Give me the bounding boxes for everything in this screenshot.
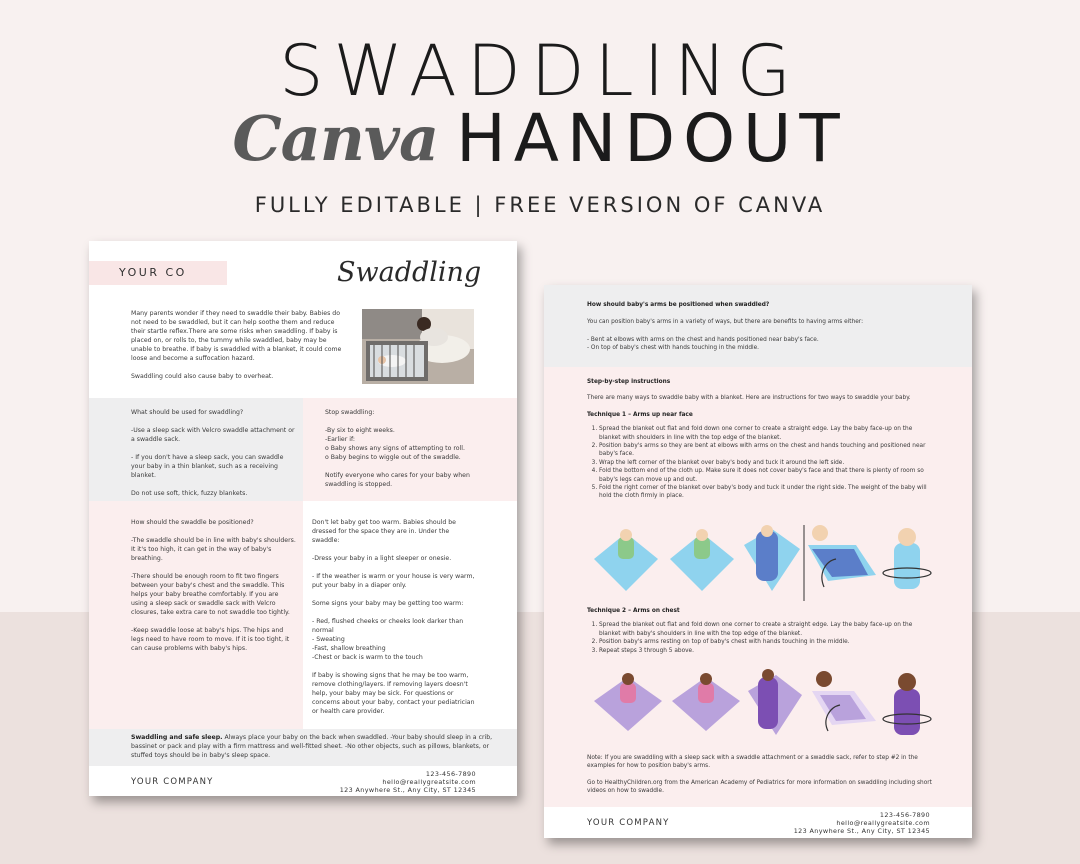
canva-logo-word: Canva	[232, 102, 439, 175]
warm-p3: - If the weather is warm or your house is very warm, put your baby in a diaper only.	[312, 573, 475, 589]
technique-1-step: 2. Position baby's arms so they are bent at elbows with arms on the chest and hands touching and positioned near baby's face.	[599, 442, 927, 459]
footer-company: YOUR COMPANY	[131, 777, 214, 787]
warm-p5: If baby is showing signs that he may be too warm, remove clothing/layers. If removing layers doesn't help, your baby may be sick. For questions or concerns about your baby, contact your pediatrician or health care provider.	[312, 672, 475, 715]
intro-paragraph-2: Swaddling could also cause baby to overheat.	[131, 373, 274, 380]
stop-line-4: o Baby begins to wiggle out of the swaddle.	[325, 454, 461, 461]
hero-title: SWADDLING	[279, 30, 801, 112]
stop-line-3: o Baby shows any signs of attempting to roll.	[325, 445, 465, 452]
swaddle-step-3-icon	[744, 525, 804, 601]
technique-2-illustrations	[592, 669, 934, 747]
technique-1-heading: Technique 1 – Arms up near face	[587, 411, 693, 418]
handout-page-2	[544, 285, 972, 838]
swaddle-t2-step-4-icon	[812, 671, 876, 731]
steps-heading: Step-by-step instructions	[587, 379, 671, 385]
what-used-column	[131, 408, 296, 498]
what-used-p1: -Use a sleep sack with Velcro swaddle attachment or a swaddle sack.	[131, 427, 295, 443]
footer-email: hello@reallygreatsite.com	[382, 778, 476, 786]
hero-subtitle: FULLY EDITABLE | FREE VERSION OF CANVA	[254, 193, 826, 217]
warm-p1: Don't let baby get too warm. Babies should be dressed for the space they are in. Under the swaddle:	[312, 519, 456, 544]
brand-label: YOUR CO	[119, 266, 187, 279]
what-used-p3: Do not use soft, thick, fuzzy blankets.	[131, 490, 248, 497]
footer-contact	[340, 770, 476, 794]
baby-photo	[362, 309, 474, 384]
technique-1-step: 5. Fold the right corner of the blanket over baby's body and tuck it under the right side. The weight of the baby will hold the cloth firmly in place.	[599, 484, 927, 501]
swaddle-t2-step-5-icon	[883, 673, 931, 735]
technique-2-section	[587, 607, 927, 655]
footer-email: hello@reallygreatsite.com	[836, 819, 930, 827]
warm-p4: Some signs your baby may be getting too warm:	[312, 600, 464, 607]
notes-section	[587, 754, 937, 796]
technique-1-step: 4. Fold the bottom end of the cloth up. Make sure it does not cover baby's face and that there is plenty of room so baby's legs can move up and out.	[599, 467, 927, 484]
arms-heading: How should baby's arms be positioned when swaddled?	[587, 302, 770, 308]
technique-2-step: 3. Repeat steps 3 through 5 above.	[599, 647, 927, 655]
intro-text	[131, 309, 346, 381]
safe-sleep-heading: Swaddling and safe sleep.	[131, 734, 223, 741]
steps-section	[587, 378, 927, 501]
arms-list-2: - On top of baby's chest with hands touching in the middle.	[587, 345, 760, 352]
footer-phone: 123-456-7890	[879, 811, 930, 819]
technique-2-step: 2. Position baby's arms resting on top of baby's chest with hands touching in the middle.	[599, 638, 927, 646]
technique-1-step: 3. Wrap the left corner of the blanket over baby's body and tuck it around the left side.	[599, 459, 927, 467]
technique-1-steps	[587, 425, 927, 501]
goto-text: Go to HealthyChildren.org from the American Academy of Pediatrics for more information on swaddling including short videos on how to swaddle.	[587, 779, 932, 795]
positioned-p3: -Keep swaddle loose at baby's hips. The hips and legs need to have room to move. If it is too tight, it can cause problems with baby's hips.	[131, 627, 290, 652]
footer-address: 123 Anywhere St., Any City, ST 12345	[793, 827, 930, 835]
technique-2-step: 1. Spread the blanket out flat and fold down one corner to create a straight edge. Lay the baby face-up on the blanket with baby's shoulders in line with the top edge of the blanket.	[599, 621, 927, 638]
intro-paragraph: Many parents wonder if they need to swaddle their baby. Babies do not need to be swaddled, but it can help soothe them and reduce their startle reflex.There are some risks when swaddling. If baby is placed on, or rolls to, the tummy while swaddled, baby may be unable to breathe. If baby is swaddled with a blanket, it could come loose and become a suffocation hazard.	[131, 310, 342, 362]
swaddle-step-5-icon	[883, 528, 931, 589]
swaddle-step-4-icon	[808, 525, 876, 587]
swaddle-t2-step-2-icon	[672, 673, 740, 731]
positioned-p2: -There should be enough room to fit two fingers between your baby's chest and the swaddle. This helps your baby breathe comfortably. If you are using a sleep sack or swaddle sack with Velcro closures, take extra care to not swaddle too tightly.	[131, 573, 290, 616]
swaddle-step-2-icon	[670, 529, 734, 591]
warm-list-1: - Red, flushed cheeks or cheeks look darker than normal	[312, 618, 464, 634]
technique-2-heading: Technique 2 – Arms on chest	[587, 608, 680, 614]
script-title: Swaddling	[337, 257, 482, 288]
warm-list-2: - Sweating	[312, 636, 345, 643]
stop-heading: Stop swaddling:	[325, 409, 375, 416]
hero-title-line2	[0, 100, 1080, 177]
warm-p2: -Dress your baby in a light sleeper or onesie.	[312, 555, 452, 562]
footer-phone: 123-456-7890	[425, 770, 476, 778]
arms-intro: You can position baby's arms in a variety of ways, but there are benefits to having arms either:	[587, 319, 864, 326]
warm-list-4: -Chest or back is warm to the touch	[312, 654, 423, 661]
arms-section	[587, 301, 947, 353]
baby-bassinet-photo-icon	[362, 309, 474, 384]
handout-word: HANDOUT	[456, 100, 848, 177]
swaddle-t2-step-3-icon	[748, 669, 802, 735]
what-used-heading: What should be used for swaddling?	[131, 409, 244, 416]
positioned-p1: -The swaddle should be in line with baby's shoulders. It it's too high, it can get in the way of baby's breathing.	[131, 537, 296, 562]
stop-line-1: -By six to eight weeks.	[325, 427, 395, 434]
positioned-heading: How should the swaddle be positioned?	[131, 519, 254, 526]
technique-2-steps	[587, 621, 927, 655]
footer-address: 123 Anywhere St., Any City, ST 12345	[339, 786, 476, 794]
arms-list-1: - Bent at elbows with arms on the chest and hands positioned near baby's face.	[587, 336, 819, 343]
safe-sleep-body: Always place your baby on the back when swaddled. -Your baby should sleep in a crib, bassinet or pack and play with a firm mattress and well-fitted sheet. -No other objects, such as pillows, blankets, or stuffed toys should be in baby's sleep space.	[131, 734, 493, 759]
technique-1-illustrations	[592, 525, 934, 603]
footer-contact	[794, 811, 930, 835]
swaddle-t2-step-1-icon	[594, 673, 662, 731]
stop-column	[325, 408, 495, 489]
swaddle-step-1-icon	[594, 529, 658, 591]
what-used-p2: - If you don't have a sleep sack, you can swaddle your baby in a thin blanket, such as a receiving blanket.	[131, 454, 284, 479]
handout-page-1	[89, 241, 517, 796]
steps-intro: There are many ways to swaddle baby with a blanket. Here are instructions for two ways to swaddle your baby.	[587, 395, 911, 402]
stop-line-2: -Earlier if:	[325, 436, 355, 443]
safe-sleep-text	[131, 733, 496, 760]
positioned-column	[131, 518, 296, 653]
warm-list-3: -Fast, shallow breathing	[312, 645, 386, 652]
footer-company: YOUR COMPANY	[587, 818, 670, 828]
stop-p2: Notify everyone who cares for your baby when swaddling is stopped.	[325, 472, 470, 488]
warm-column	[312, 518, 477, 716]
note-text: Note: If you are swaddling with a sleep sack with a swaddle attachment or a swaddle sack, refer to step #2 in the examples for how to position baby's arms.	[587, 755, 918, 770]
technique-1-step: 1. Spread the blanket out flat and fold down one corner to create a straight edge. Lay the baby face-up on the blanket with shoulders in line with the top edge of the blanket.	[599, 425, 927, 442]
